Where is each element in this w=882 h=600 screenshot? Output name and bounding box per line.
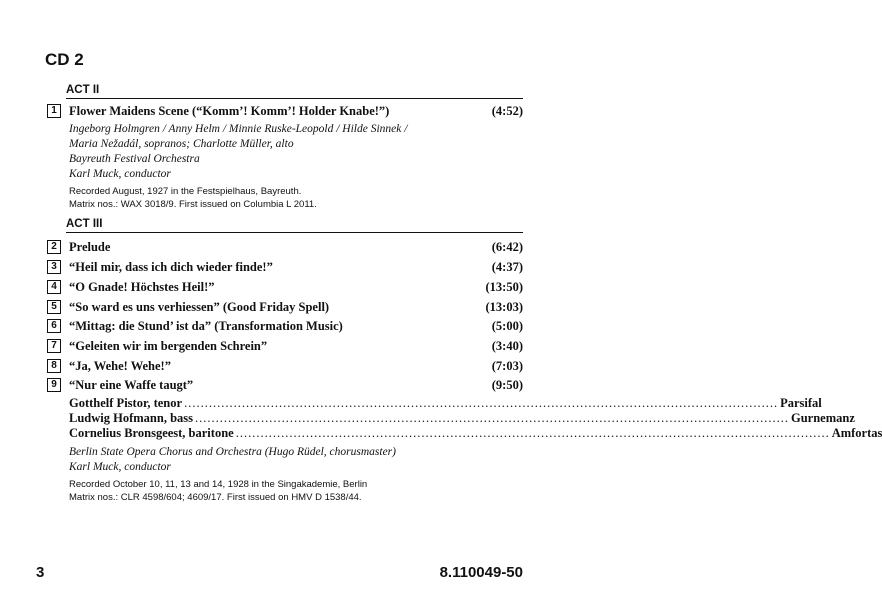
dot-leader: ................................................................................................................................................ xyxy=(235,426,830,440)
track-row[interactable] xyxy=(47,279,523,295)
recording-info-line: Matrix nos.: WAX 3018/9. First issued on Columbia L 2011. xyxy=(69,199,317,210)
performer-line: Berlin State Opera Chorus and Orchestra (Hugo Rüdel, chorusmaster) xyxy=(69,446,396,458)
track-number-box: 8 xyxy=(47,359,61,373)
cd-title: CD 2 xyxy=(45,50,84,69)
cast-singer: Cornelius Bronsgeest, baritone xyxy=(69,426,234,440)
cast-role: Parsifal xyxy=(780,396,822,410)
track-title: “Geleiten wir im bergenden Schrein” xyxy=(69,339,268,353)
track-title: “Heil mir, dass ich dich wieder finde!” xyxy=(69,260,273,274)
track-number-box: 4 xyxy=(47,280,61,294)
dot-leader: ................................................................................................................................................ xyxy=(184,396,779,410)
track-number-box: 6 xyxy=(47,319,61,333)
performer-line: Maria Nežadál, sopranos; Charlotte Müller, alto xyxy=(69,138,294,150)
recording-info-line: Recorded August, 1927 in the Festspielhaus, Bayreuth. xyxy=(69,186,302,197)
act-iii-heading: ACT III xyxy=(66,218,523,233)
track-number-box: 9 xyxy=(47,378,61,392)
cast-singer: Gotthelf Pistor, tenor xyxy=(69,396,183,410)
act-ii-heading: ACT II xyxy=(66,84,523,99)
track-number-box: 1 xyxy=(47,104,61,118)
cast-singer: Ludwig Hofmann, bass xyxy=(69,411,193,425)
track-duration: (13:03) xyxy=(485,300,523,314)
track-row[interactable] xyxy=(47,103,523,119)
cast-row xyxy=(69,426,882,441)
track-duration: (7:03) xyxy=(491,359,523,373)
cast-row xyxy=(69,396,822,411)
track-title: Prelude xyxy=(69,240,111,254)
track-row[interactable] xyxy=(47,318,523,334)
track-title: “Nur eine Waffe taugt” xyxy=(69,378,194,392)
track-title: “O Gnade! Höchstes Heil!” xyxy=(69,280,215,294)
recording-info-line: Matrix nos.: CLR 4598/604; 4609/17. First issued on HMV D 1538/44. xyxy=(69,492,362,503)
performer-line: Ingeborg Holmgren / Anny Helm / Minnie Ruske-Leopold / Hilde Sinnek / xyxy=(69,123,408,135)
track-row[interactable] xyxy=(47,338,523,354)
cast-role: Amfortas xyxy=(831,426,882,440)
track-duration: (9:50) xyxy=(491,378,523,392)
track-row[interactable] xyxy=(47,299,523,315)
track-title: “So ward es uns verhiessen” (Good Friday Spell) xyxy=(69,300,330,314)
cast-row xyxy=(69,411,855,426)
dot-leader: ................................................................................................................................................ xyxy=(195,411,789,425)
track-row[interactable] xyxy=(47,239,523,255)
performer-line: Karl Muck, conductor xyxy=(69,168,171,180)
catalog-number: 8.110049-50 xyxy=(439,564,523,581)
recording-info-line: Recorded October 10, 11, 13 and 14, 1928 in the Singakademie, Berlin xyxy=(69,479,368,490)
track-title: “Mittag: die Stund’ ist da” (Transformation Music) xyxy=(69,319,343,333)
track-duration: (4:37) xyxy=(491,260,523,274)
track-duration: (5:00) xyxy=(491,319,523,333)
track-duration: (13:50) xyxy=(485,280,523,294)
track-number-box: 3 xyxy=(47,260,61,274)
track-title: Flower Maidens Scene (“Komm’! Komm’! Holder Knabe!”) xyxy=(69,104,390,118)
cast-role: Gurnemanz xyxy=(791,411,855,425)
track-duration: (3:40) xyxy=(491,339,523,353)
track-row[interactable] xyxy=(47,377,523,393)
track-duration: (4:52) xyxy=(491,104,523,118)
page-number: 3 xyxy=(36,564,45,581)
track-number-box: 7 xyxy=(47,339,61,353)
performer-line: Bayreuth Festival Orchestra xyxy=(69,153,200,165)
track-number-box: 2 xyxy=(47,240,61,254)
track-row[interactable] xyxy=(47,259,523,275)
track-row[interactable] xyxy=(47,358,523,374)
track-title: “Ja, Wehe! Wehe!” xyxy=(69,359,171,373)
performer-line: Karl Muck, conductor xyxy=(69,461,171,473)
track-duration: (6:42) xyxy=(491,240,523,254)
track-number-box: 5 xyxy=(47,300,61,314)
